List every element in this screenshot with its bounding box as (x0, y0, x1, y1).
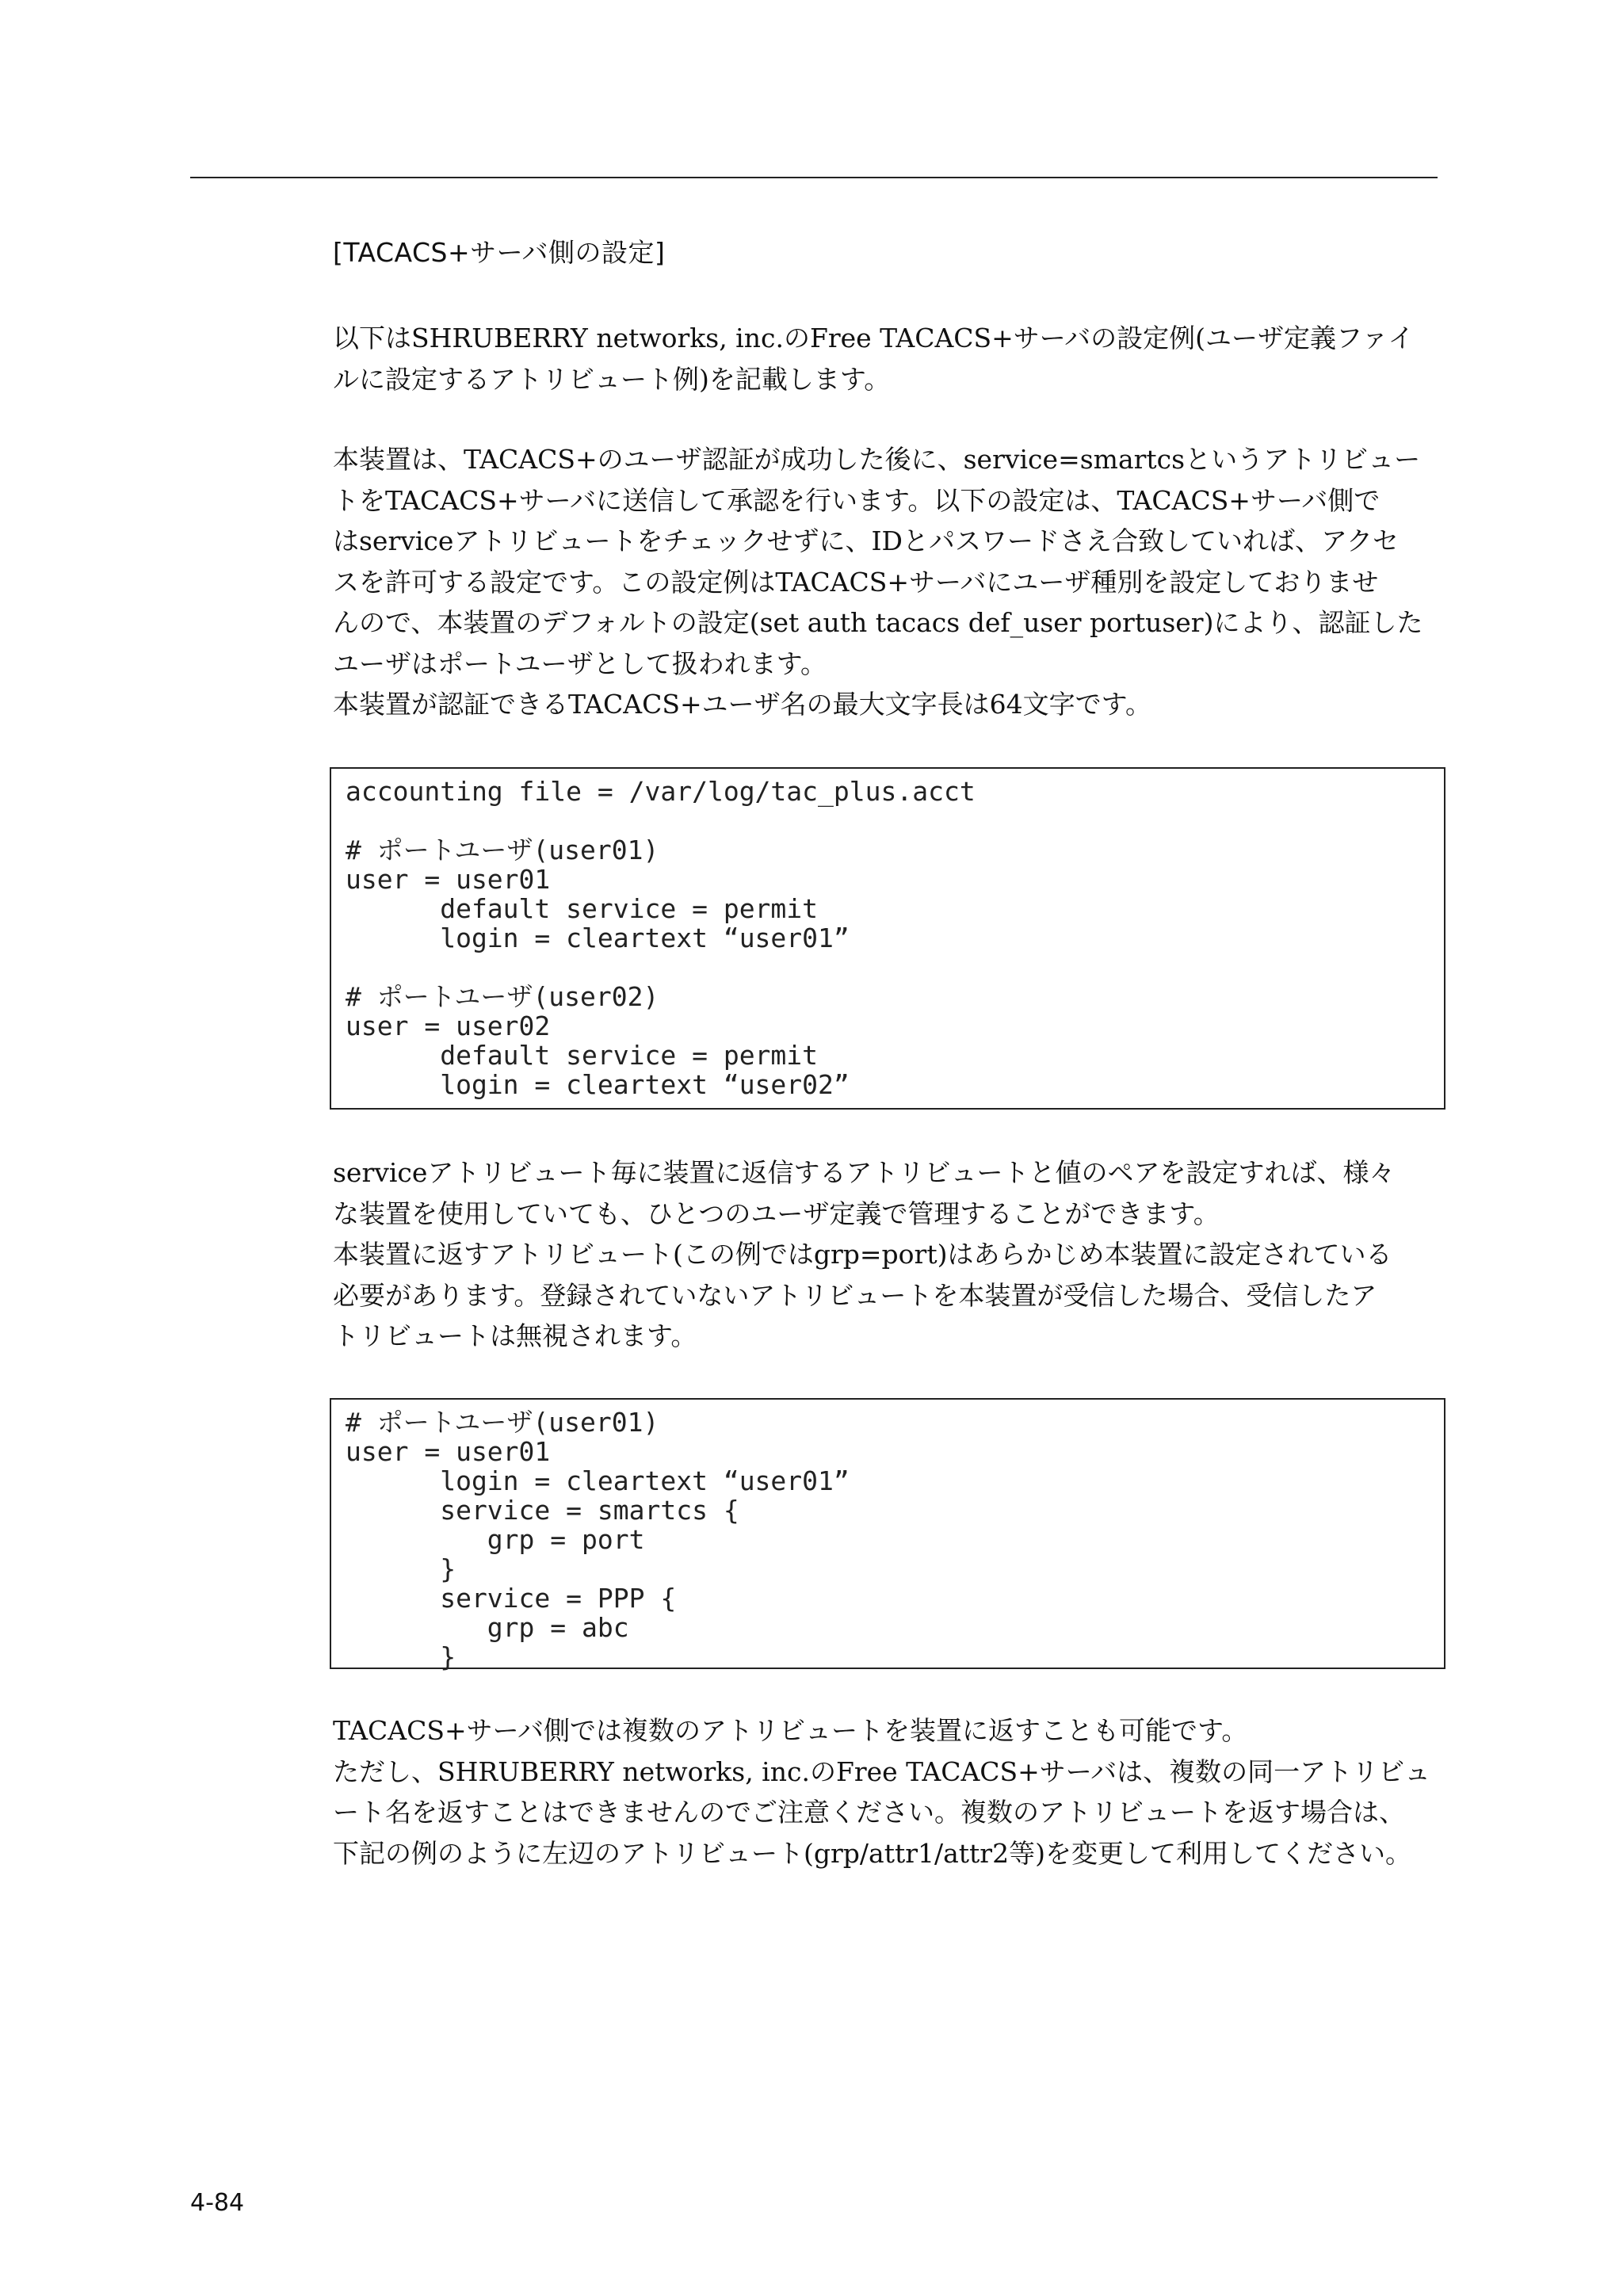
code-line: # ポートユーザ(user01) (346, 835, 659, 865)
code-line: # ポートユーザ(user01) (346, 1407, 659, 1438)
code-line: user = user01 (346, 864, 551, 895)
code-line: user = user02 (346, 1010, 551, 1041)
paragraph-line: 本装置が認証できるTACACS+ユーザ名の最大文字長は64文字です。 (333, 689, 1151, 720)
paragraph-line: 本装置は、TACACS+のユーザ認証が成功した後に、service=smartcsというアトリビュー (333, 444, 1421, 475)
paragraph-line: TACACS+サーバ側では複数のアトリビュートを装置に返すことも可能です。 (333, 1715, 1248, 1746)
code-line: } (346, 1553, 456, 1584)
code-line: login = cleartext “user01” (346, 923, 850, 953)
code-line (346, 953, 1433, 982)
paragraph-multiple-attributes (333, 1710, 1442, 1874)
code-line: grp = port (346, 1524, 645, 1555)
paragraph-line: んので、本装置のデフォルトの設定(set auth tacacs def_user portuser)により、認証した (333, 607, 1423, 638)
paragraph-line: ート名を返すことはできませんのでご注意ください。複数のアトリビュートを返す場合は、 (333, 1797, 1405, 1828)
paragraph-line: トリビュートは無視されます。 (333, 1320, 697, 1351)
code-line: service = PPP { (346, 1583, 677, 1614)
code-line: service = smartcs { (346, 1495, 739, 1526)
paragraph-line: ただし、SHRUBERRY networks, inc.のFree TACACS+サーバは、複数の同一アトリビュ (333, 1755, 1431, 1787)
paragraph-line: トをTACACS+サーバに送信して承認を行います。以下の設定は、TACACS+サーバ側で (333, 484, 1381, 516)
paragraph-line: ユーザはポートユーザとして扱われます。 (333, 648, 827, 679)
header-rule (190, 177, 1438, 178)
paragraph-line: な装置を使用していても、ひとつのユーザ定義で管理することができます。 (333, 1198, 1220, 1229)
paragraph-line: 下記の例のように左辺のアトリビュート(grp/attr1/attr2等)を変更して利用してください。 (333, 1837, 1411, 1869)
paragraph-line: スを許可する設定です。この設定例はTACACS+サーバにユーザ種別を設定しておりませ (333, 566, 1379, 598)
code-line: default service = permit (346, 893, 819, 924)
code-line: accounting file = /var/log/tac_plus.acct (346, 776, 976, 807)
code-line: login = cleartext “user02” (346, 1069, 850, 1100)
paragraph-line: 必要があります。登録されていないアトリビュートを本装置が受信した場合、受信したア (333, 1279, 1377, 1311)
page-number: 4-84 (190, 2189, 245, 2217)
code-line: grp = abc (346, 1612, 629, 1643)
code-line: # ポートユーザ(user02) (346, 981, 659, 1012)
code-line: login = cleartext “user01” (346, 1465, 850, 1496)
paragraph-line: はserviceアトリビュートをチェックせずに、IDとパスワードさえ合致していれば、アクセ (333, 525, 1399, 556)
paragraph-attribute-pairs (333, 1152, 1442, 1357)
code-line (346, 806, 1433, 835)
paragraph-line: 以下はSHRUBERRY networks, inc.のFree TACACS+サーバの設定例(ユーザ定義ファイ (333, 323, 1415, 353)
paragraph-line: ルに設定するアトリビュート例)を記載します。 (333, 363, 891, 395)
code-line: user = user01 (346, 1436, 551, 1467)
code-line: default service = permit (346, 1040, 819, 1071)
paragraph-line: serviceアトリビュート毎に装置に返信するアトリビュートと値のペアを設定すれば、様々 (333, 1157, 1396, 1188)
paragraph-intro (333, 318, 1442, 399)
paragraph-auth-description (333, 439, 1442, 725)
paragraph-line: 本装置に返すアトリビュート(この例ではgrp=port)はあらかじめ本装置に設定されている (333, 1239, 1392, 1270)
code-block-example2 (330, 1398, 1445, 1672)
code-line: } (346, 1641, 456, 1672)
section-heading: [TACACS+サーバ側の設定] (333, 237, 666, 268)
code-block-example1 (330, 767, 1445, 1110)
